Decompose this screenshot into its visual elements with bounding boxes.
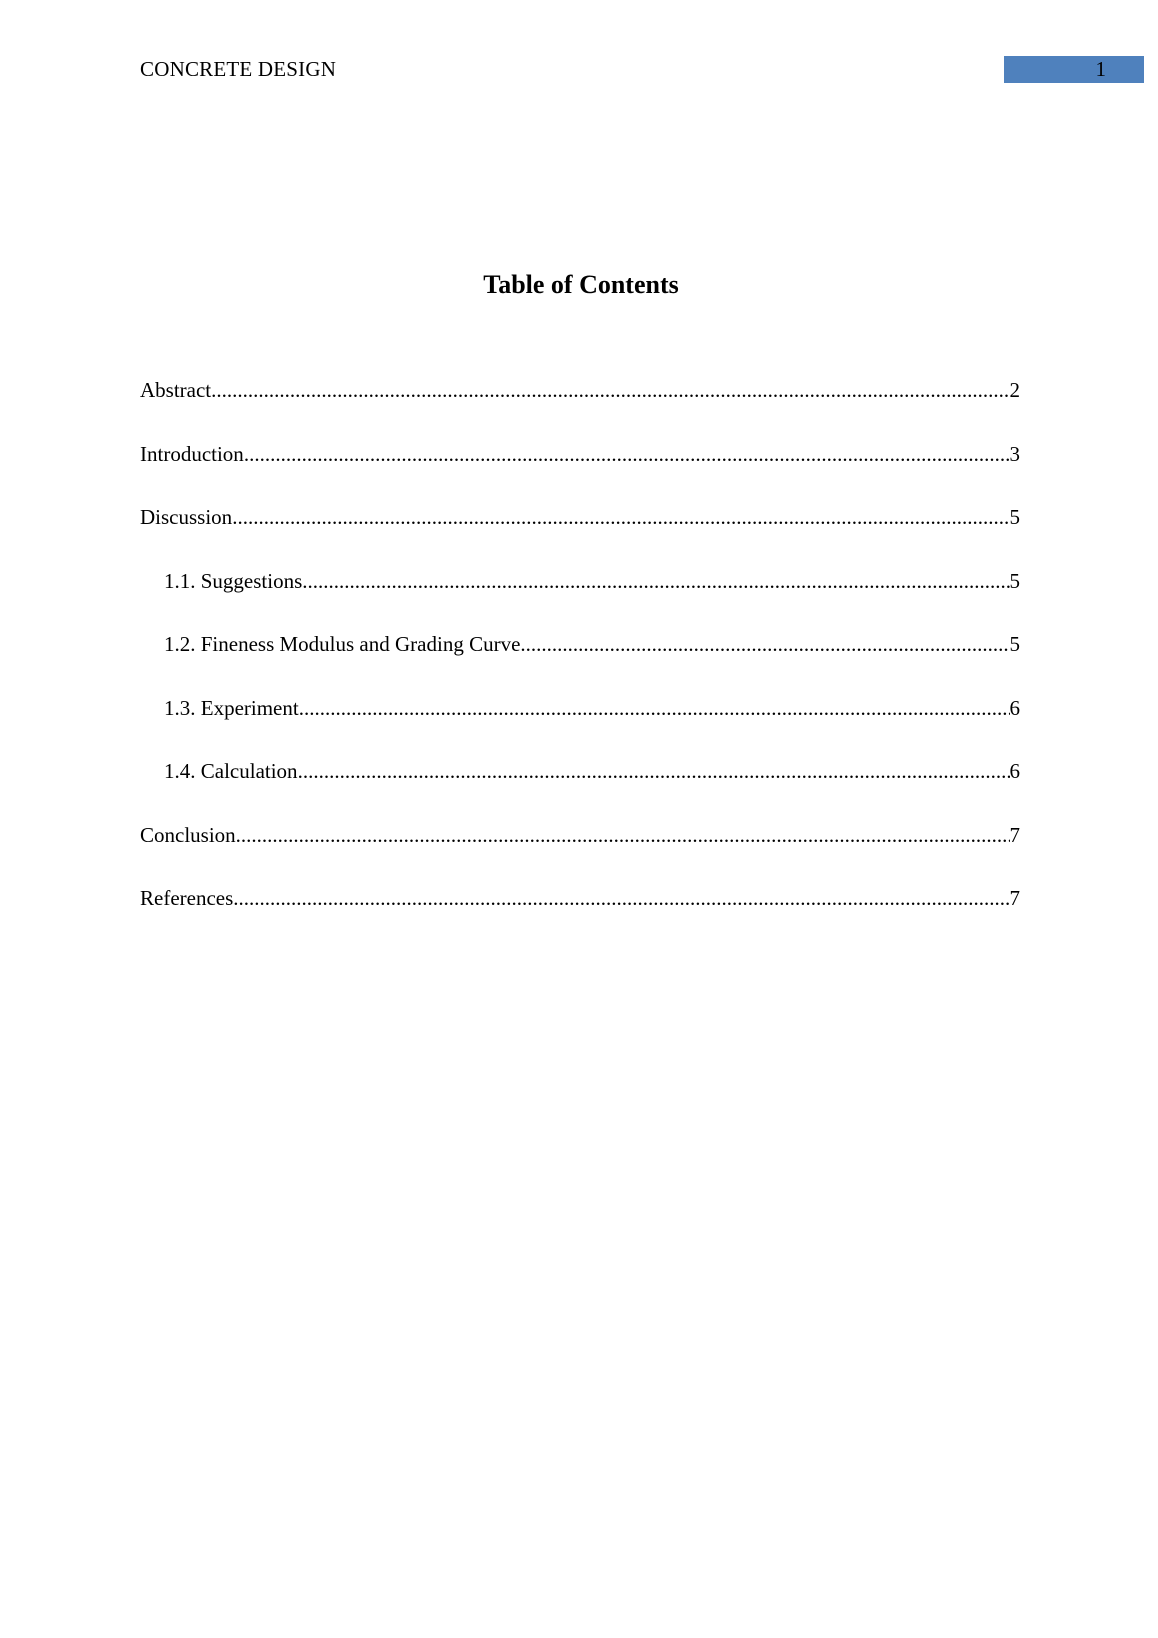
toc-dot-leader (520, 632, 1009, 657)
toc-entry[interactable] (140, 759, 1020, 823)
running-header-title: CONCRETE DESIGN (140, 57, 337, 81)
toc-dot-leader (298, 759, 1010, 784)
toc-entry-page: 5 (1009, 568, 1020, 593)
table-of-contents (140, 378, 1020, 950)
toc-title: Table of Contents (483, 270, 679, 299)
toc-dot-leader (233, 886, 1009, 911)
toc-dot-leader (236, 823, 1010, 848)
toc-dot-leader (232, 505, 1009, 530)
toc-entry-label: 1.2. Fineness Modulus and Grading Curve (164, 632, 521, 656)
toc-entry[interactable] (140, 823, 1020, 887)
toc-entry-page: 5 (1009, 632, 1020, 656)
toc-dot-leader (299, 696, 1010, 721)
toc-entry-page: 7 (1009, 886, 1020, 910)
toc-dot-leader (302, 569, 1009, 594)
toc-entry-page: 6 (1009, 759, 1020, 783)
toc-entry[interactable] (140, 378, 1020, 442)
toc-entry-label: Discussion (140, 505, 233, 529)
toc-entry-page: 2 (1009, 378, 1020, 402)
toc-entry-label: 1.3. Experiment (164, 695, 299, 720)
toc-entry-label: Abstract (140, 378, 212, 402)
toc-entry-label: Introduction (140, 441, 244, 466)
toc-dot-leader (211, 378, 1009, 403)
toc-entry-page: 7 (1009, 822, 1020, 847)
toc-entry[interactable] (140, 632, 1020, 696)
toc-entry-label: References (140, 886, 234, 910)
toc-entry-label: Conclusion (140, 822, 236, 847)
toc-entry[interactable] (140, 505, 1020, 569)
toc-entry[interactable] (140, 696, 1020, 760)
toc-entry[interactable] (140, 886, 1020, 950)
toc-entry[interactable] (140, 569, 1020, 633)
toc-entry-label: 1.4. Calculation (164, 759, 298, 783)
toc-entry-page: 5 (1009, 505, 1020, 529)
toc-entry[interactable] (140, 442, 1020, 506)
page-number: 1 (1095, 57, 1106, 81)
page-number-badge (1004, 56, 1144, 83)
toc-entry-page: 3 (1009, 441, 1020, 466)
toc-dot-leader (244, 442, 1010, 467)
toc-entry-label: 1.1. Suggestions (164, 568, 303, 593)
toc-entry-page: 6 (1009, 695, 1020, 720)
